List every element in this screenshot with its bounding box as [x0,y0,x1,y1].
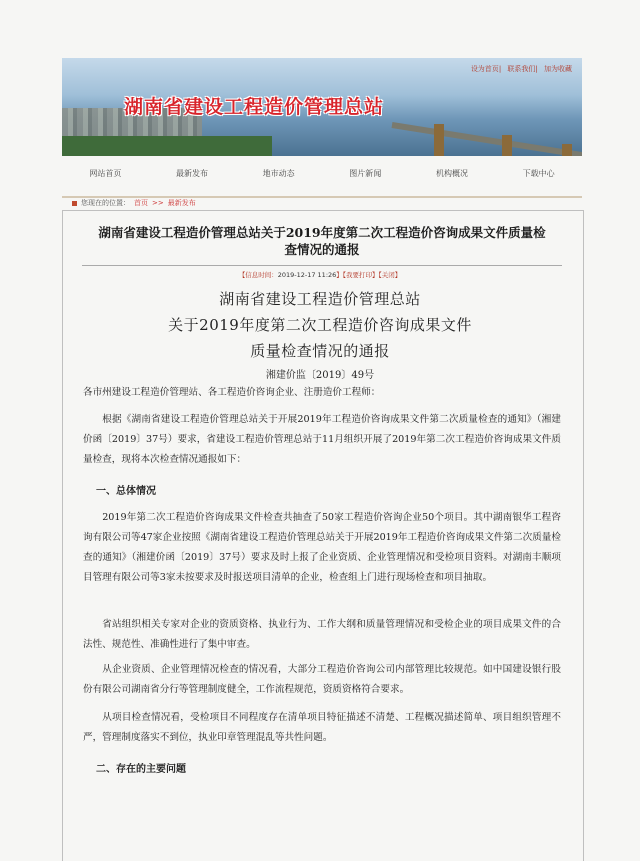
salutation: 各市州建设工程造价管理站、各工程造价咨询企业、注册造价工程师： [83,387,381,398]
contact-us-link[interactable]: 联系我们 [507,65,536,73]
bridge-pillar [562,144,572,156]
doc-heading-1: 湖南省建设工程造价管理总站 [219,290,421,308]
article-title-line1: 湖南省建设工程造价管理总站关于2019年度第二次工程造价咨询成果文件质量检 [98,225,546,240]
bridge-pillar [502,135,512,156]
banner-trees-image [62,136,272,156]
nav-item-about[interactable]: 机构概况 [435,168,468,178]
section-heading-2: 二、存在的主要问题 [96,764,186,775]
site-title: 湖南省建设工程造价管理总站 [124,96,385,118]
nav-item-photo-news[interactable]: 图片新闻 [349,168,382,178]
breadcrumb [72,198,196,208]
banner-bridge-image [392,122,582,156]
print-link[interactable]: 】【我要打印】 [336,271,379,279]
paragraph-project: 从项目检查情况看，受检项目不同程度存在清单项目特征描述不清楚、工程概况描述简单、项目组织管理不严，管理制度落实不到位，执业印章管理混乱等共性问题。 [83,712,561,743]
site-banner [62,58,582,156]
banner-top-links: 设为首页| 联系我们| 加为收藏 [470,65,572,73]
doc-number: 湘建价监〔2019〕49号 [265,370,375,381]
paragraph-overview: 2019年第二次工程造价咨询成果文件检查共抽查了50家工程造价咨询企业50个项目。其中湖南银华工程咨询有限公司等47家企业按照《湖南省建设工程造价管理总站关于开展2019年工程造价咨询成果文件第二次质量检查的通知》（湘建价函〔2019〕37号）要求及时上报了企业资质、企业管理情况和受检项目资料。对湖南丰顺项目管理有限公司等3家未按要求及时报送项目清单的企业，检查组上门进行现场检查和项目抽取。 [83,512,561,583]
title-divider [82,265,562,266]
article-title [82,224,562,258]
article-meta [0,270,640,279]
nav-item-home[interactable]: 网站首页 [89,168,122,178]
breadcrumb-current[interactable]: 最新发布 [167,199,196,207]
meta-time-label: 【信息时间： [238,271,278,279]
breadcrumb-prefix: 您现在的位置： [81,199,130,207]
meta-time: 2019-12-17 11:26 [277,271,337,279]
intro-paragraph: 根据《湖南省建设工程造价管理总站关于开展2019年工程造价咨询成果文件第二次质量检查的通知》（湘建价函〔2019〕37号）要求，省建设工程造价管理总站于11月组织开展了2019年第二次工程造价咨询成果文件质量检查，现将本次检查情况通报如下： [83,414,561,465]
article-title-line2: 查情况的通报 [284,242,360,257]
nav-item-city-news[interactable]: 地市动态 [262,168,295,178]
nav-item-downloads[interactable]: 下载中心 [522,168,555,178]
bridge-pillar [434,124,444,156]
main-nav [62,156,582,190]
close-link[interactable]: 【关闭】 [378,271,402,279]
breadcrumb-separator: >> [152,199,164,207]
location-icon [72,201,77,206]
set-homepage-link[interactable]: 设为首页 [470,65,499,73]
paragraph-review: 省站组织相关专家对企业的资质资格、执业行为、工作大纲和质量管理情况和受检企业的项目成果文件的合法性、规范性、准确性进行了集中审查。 [83,619,561,650]
doc-heading-3: 质量检查情况的通报 [250,342,390,360]
section-heading-1: 一、总体情况 [96,486,156,497]
paragraph-enterprise: 从企业资质、企业管理情况检查的情况看，大部分工程造价咨询公司内部管理比较规范。如中国建设银行股份有限公司湖南省分行等管理制度健全，工作流程规范，资质资格符合要求。 [83,664,561,695]
add-favorite-link[interactable]: 加为收藏 [544,65,572,73]
doc-heading-2: 关于2019年度第二次工程造价咨询成果文件 [168,316,472,334]
breadcrumb-home-link[interactable]: 首页 [134,199,148,207]
nav-item-latest[interactable]: 最新发布 [175,168,208,178]
